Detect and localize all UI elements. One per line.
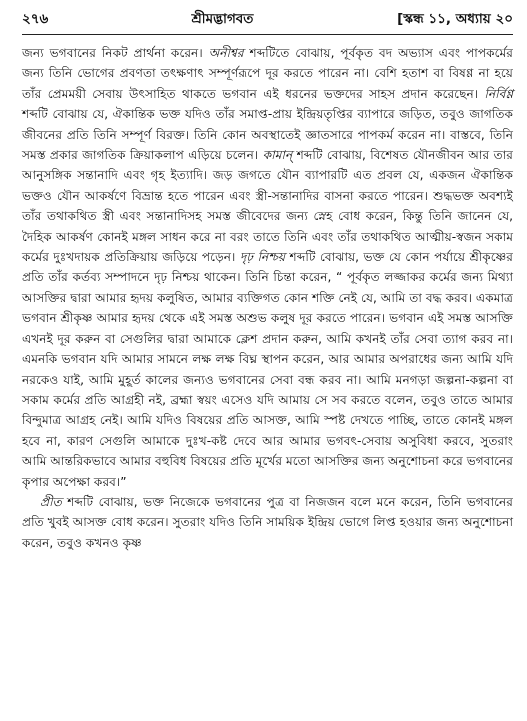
- sanskrit-term-anishvara: অনীশ্বর: [208, 46, 244, 60]
- sanskrit-term-dridha-nishchaya: দৃঢ় নিশ্চয়: [239, 250, 286, 265]
- sanskrit-term-prita: প্রীত: [40, 494, 62, 509]
- sanskrit-term-kaman: কামান্: [262, 148, 293, 163]
- sanskrit-term-nirvinna: নির্বিণ্ণ: [484, 86, 513, 101]
- chapter-reference: [স্কন্ধ ১১, অধ্যায় ২০: [397, 11, 513, 27]
- text-run: শব্দটিতে বোঝায়, পূর্বকৃত বদ অভ্যাস এবং পাপকর্মের জন্য তিনি ভোগের প্রবণতা তৎক্ষণাৎ সম্পূর্ণরূপে দূর করতে পারেন না। বেশি হতাশ বা বিষণ্ণ না হয়ে তাঁর প্রেমময়ী সেবায় উৎসাহিত থাকতে ভগবান এই ধরনের ভক্তদের সাহস প্রদান করেছেন।: [22, 46, 513, 101]
- text-run: শব্দটি বোঝায় যে, ঐকান্তিক ভক্ত যদিও তাঁর সমাপ্ত-প্রায় ইন্দ্রিয়তৃপ্তির ব্যাপারে জড়িত, তবুও জাগতিক জীবনের প্রতি তিনি সম্পূর্ণ বিরক্ত। তিনি কোন অবস্থাতেই জ্ঞাতসারে পাপকর্ম করেন না। বাস্তবে, তিনি সমস্ত প্রকার জাগতিক ক্রিয়াকলাপ এড়িয়ে চলেন।: [22, 107, 513, 163]
- page-number: ২৭৬: [22, 11, 49, 27]
- page-body: [22, 43, 513, 553]
- page-header: [22, 8, 513, 35]
- text-run: শব্দটি বোঝায়, বিশেষত যৌনজীবন আর তার আনুসঙ্গিক সন্তানাদি এবং গৃহ ইত্যাদি। জড় জগতে যৌন ব্যাপারটি এত প্রবল যে, একজন ঐকান্তিক ভক্তও যৌন আকর্ষণে বিভ্রান্ত হতে পারেন এবং স্ত্রী-সন্তানাদির বাসনা করতে পারেন। শুদ্ধভক্ত অবশ্যই তাঁর তথাকথিত স্ত্রী এবং সন্তানাদিসহ সমস্ত জীবেদের জন্য স্নেহ বোধ করেন, কিন্তু তিনি জানেন যে, দৈহিক আকর্ষণ কোনই মঙ্গল সাধন করে না বরং তাতে তিনি এবং তাঁর তথাকথিত আত্মীয়-স্বজন সকাম কর্মের দুঃখদায়ক প্রতিক্রিয়ায় জড়িয়ে পড়েন।: [22, 148, 513, 265]
- paragraph-2: [22, 492, 513, 553]
- book-title: শ্রীমদ্ভাগবত: [191, 11, 254, 27]
- text-run: শব্দটি বোঝায়, ভক্ত নিজেকে ভগবানের পুত্র বা নিজজন বলে মনে করেন, তিনি ভগবানের প্রতি খুবই আসক্ত বোধ করেন। সুতরাং যদিও তিনি সাময়িক ইন্দ্রিয় ভোগে লিপ্ত হওয়ার জন্য অনুশোচনা করেন, তবুও কখনও কৃষ্ণ: [22, 494, 513, 550]
- text-run: জন্য ভগবানের নিকট প্রার্থনা করেন।: [22, 46, 209, 60]
- text-run: শব্দটি বোঝায়, ভক্ত যে কোন পর্যায়ে শ্রীকৃষ্ণের প্রতি তাঁর কর্তব্য সম্পাদনে দৃঢ় নিশ্চয় থাকেন। তিনি চিন্তা করেন, “ পূর্বকৃত লজ্জাকর কর্মের জন্য মিথ্যা আসক্তির দ্বারা আমার হৃদয় কলুষিত, আমার ব্যক্তিগত কোন শক্তি নেই যে, আমি তা বদ্ধ করব। একমাত্র ভগবান শ্রীকৃষ্ণ আমার হৃদয় থেকে এই সমস্ত অশুভ কলুষ দূর করতে পারেন। ভগবান এই সমস্ত আসক্তি এখনই দূর করুন বা সেগুলির দ্বারা আমাকে ক্লেশ প্রদান করুন, আমি কখনই তাঁর সেবা ত্যাগ করব না। এমনকি ভগবান যদি আমার সামনে লক্ষ লক্ষ বিঘ্ন স্থাপন করেন, আর আমার অপরাধের জন্য আমি যদি নরকেও যাই, আমি মুহূর্ত কালের জন্যও ভগবানের সেবা বন্ধ করব না। আমি মনগড়া জল্পনা-কল্পনা বা সকাম কর্মের প্রতি আগ্রহী নই, ব্রহ্মা স্বয়ং এসেও যদি আমায় সে সব করতে বলেন, তবুও তাতে আমার বিন্দুমাত্র আগ্রহ নেই। আমি যদিও বিষয়ের প্রতি আসক্ত, আমি স্পষ্ট দেখতে পাচ্ছি, তাতে কোনই মঙ্গল হবে না, কারণ সেগুলি আমাকে দুঃখ-কষ্ট দেবে আর আমার ভগবৎ-সেবায় অসুবিধা করবে, সুতরাং আমি আন্তরিকভাবে আমার বহুবিধ বিষয়ের প্রতি মূর্খের মতো আসক্তির জন্য অনুশোচনা করে ভগবানের কৃপার অপেক্ষা করব।”: [22, 250, 513, 489]
- paragraph-1: [22, 43, 513, 492]
